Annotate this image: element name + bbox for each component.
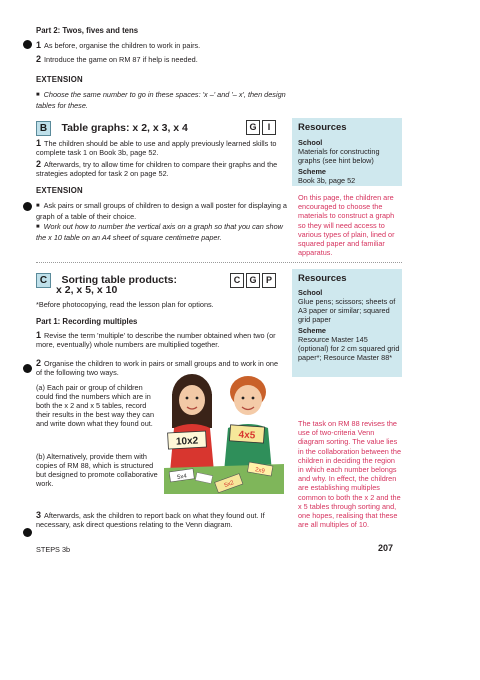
resources-c-scheme-text: Resource Master 145 (optional) for 2 cm squared grid paper*; Resource Master 88* [298,335,400,362]
margin-blob [23,40,32,49]
card-4x5: 4x5 [238,429,256,442]
resources-c-note: The task on RM 88 revises the use of two-criteria Venn diagram sorting. The value lies in the collaboration between the children in deciding the region in which each number belongs and why. In effect, the children are establishing multiples common to both the x 2 and the x 5 tables through sorting and, one hopes, realising that these are all multiples of 10. [298,419,402,530]
section-c-tags [228,270,276,288]
section-b-letter: B [36,121,51,136]
section-c-letter: C [36,273,51,288]
section-divider [36,262,402,263]
section-b-title: Table graphs: x 2, x 3, x 4 [61,122,188,134]
margin-blob [23,528,32,537]
part2-item-1: 1 As before, organise the children to work in pairs. [36,40,201,50]
tag-i: I [262,120,276,135]
section-c-title-line2: x 2, x 5, x 10 [56,284,118,296]
resources-b-school-text: Materials for constructing graphs (see hint below) [298,147,380,165]
margin-blob [23,364,32,373]
tag-g: G [246,273,260,288]
section-b-extension-label: EXTENSION [36,186,83,195]
section-b-ext-bullet-2: ■ Work out how to number the vertical axis on a graph so that you can show the x 10 table on an A4 sheet of square centimetre paper. [36,222,288,242]
option-b-text: (b) Alternatively, provide them with copies of RM 88, which is structured but designed to promote collaborative work. [36,452,158,488]
resources-c-school-text: Glue pens; scissors; sheets of A3 paper or similar; squared grid paper [298,297,396,324]
resources-c-scheme-label: Scheme [298,326,326,335]
section-c-item-3: 3 Afterwards, ask the children to report back on what they found out. If necessary, ask direct questions relating to the Venn diagram. [36,510,265,529]
card-2x9: 2x9 [254,467,266,475]
footer-book-label: STEPS 3b [36,545,71,554]
tag-p: P [262,273,276,288]
card-5x2: 5x2 [223,480,235,490]
part2-item-2: 2 Introduce the game on RM 87 if help is needed. [36,54,198,64]
section-c-title-line1: Sorting table products: [61,274,177,286]
card-10x2: 10x2 [175,435,199,448]
part1-heading: Part 1: Recording multiples [36,317,138,326]
section-b-item-1: 1 The children should be able to use and apply previously learned skills to complete task 1 on Book 3b, page 52. [36,138,277,157]
margin-blob [23,202,32,211]
resources-b-school-label: School [298,138,323,147]
tag-g: G [246,120,260,135]
section-b-tags [244,117,276,135]
children-holding-cards-illustration [164,372,284,494]
page-number: 207 [378,543,394,553]
section-b-item-2: 2 Afterwards, try to allow time for children to compare their graphs and the strategies adopted for task 2 on page 52. [36,159,278,178]
section-b-ext-bullet-1: ■ Ask pairs or small groups of children to design a wall poster for displaying a graph of a table of their choice. [36,201,288,221]
card-5x4: 5x4 [176,473,188,481]
part2-extension-label: EXTENSION [36,75,83,84]
tag-c: C [230,273,244,288]
resources-b-scheme-text: Book 3b, page 52 [298,176,356,185]
resources-c-school-label: School [298,288,323,297]
option-a-text: (a) Each pair or group of children could find the numbers which are in both the x 2 and x 5 tables, record their results in the best way they can and write down what they found out. [36,383,155,428]
before-photocopy-note: *Before photocopying, read the lesson plan for options. [36,300,214,309]
resources-b-note: On this page, the children are encouraged to choose the materials to construct a graph so they will need access to various types of plain, lined or squared paper and familiar apparatus. [298,193,395,258]
resources-c-heading: Resources [298,273,347,284]
resources-b-scheme-label: Scheme [298,167,326,176]
resources-b-heading: Resources [298,122,347,133]
part2-extension-text: ■ Choose the same number to go in these spaces: 'x –' and '– x', then design tables for these. [36,90,288,110]
section-c-item-1: 1 Revise the term 'multiple' to describe the number obtained when two (or more, eventually) whole numbers are multiplied together. [36,330,276,349]
part2-heading: Part 2: Twos, fives and tens [36,26,139,35]
section-c-item-2: 2 Organise the children to work in pairs or small groups and to work in one of the following two ways. [36,358,279,377]
section-b-header [36,118,276,136]
